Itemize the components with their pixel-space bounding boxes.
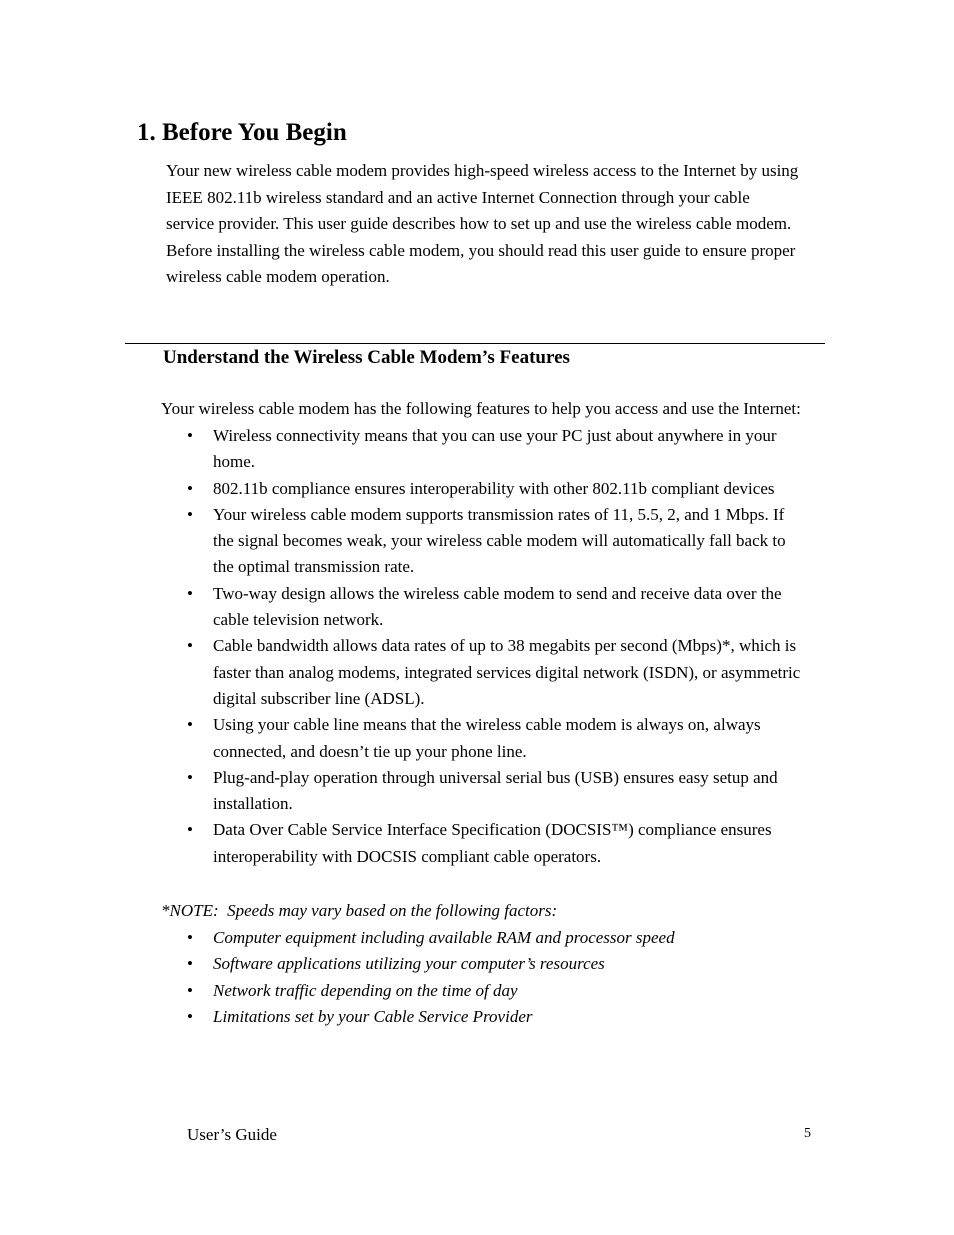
footer-guide-label: User’s Guide xyxy=(187,1125,277,1144)
bullet-icon: • xyxy=(187,478,193,498)
bullet-icon: • xyxy=(187,820,193,840)
bullet-icon: • xyxy=(187,715,193,735)
feature-line: cable television network. xyxy=(213,610,384,630)
feature-item xyxy=(0,502,954,581)
feature-line: digital subscriber line (ADSL). xyxy=(213,688,425,708)
section-title: Understand the Wireless Cable Modem’s Features xyxy=(163,347,570,368)
feature-line: 802.11b compliance ensures interoperability with other 802.11b compliant devices xyxy=(213,478,775,498)
factor-line: Software applications utilizing your computer’s resources xyxy=(213,954,605,974)
feature-item xyxy=(0,633,954,712)
feature-line: Data Over Cable Service Interface Specification (DOCSIS™) compliance ensures xyxy=(213,820,772,840)
section-divider xyxy=(125,343,825,344)
feature-line: the signal becomes weak, your wireless cable modem will automatically fall back to xyxy=(213,531,786,551)
factor-item xyxy=(0,951,954,977)
chapter-title: 1. Before You Begin xyxy=(137,119,347,146)
bullet-icon: • xyxy=(187,928,193,947)
feature-line: Two-way design allows the wireless cable modem to send and receive data over the xyxy=(213,583,782,603)
feature-line: Cable bandwidth allows data rates of up to 38 megabits per second (Mbps)*, which is xyxy=(213,636,797,656)
features-list xyxy=(0,423,954,870)
feature-line: faster than analog modems, integrated services digital network (ISDN), or asymmetric xyxy=(213,662,801,682)
intro-line: IEEE 802.11b wireless standard and an active Internet Connection through your cable xyxy=(166,187,750,207)
factor-line: Network traffic depending on the time of day xyxy=(213,980,518,1000)
bullet-icon: • xyxy=(187,504,193,524)
feature-line: Your wireless cable modem supports transmission rates of 11, 5.5, 2, and 1 Mbps. If xyxy=(213,504,785,524)
speed-note: *NOTE: Speeds may vary based on the following factors: xyxy=(161,901,558,920)
bullet-icon: • xyxy=(187,583,193,603)
feature-item xyxy=(0,423,954,476)
feature-item xyxy=(0,476,954,502)
feature-line: connected, and doesn’t tie up your phone line. xyxy=(213,741,527,761)
feature-item xyxy=(0,581,954,634)
factor-item xyxy=(0,925,954,951)
feature-item xyxy=(0,817,954,870)
intro-line: Your new wireless cable modem provides high-speed wireless access to the Internet by using xyxy=(166,161,799,180)
feature-item xyxy=(0,712,954,765)
bullet-icon: • xyxy=(187,636,193,656)
factors-list xyxy=(0,925,954,1030)
chapter-intro-paragraph xyxy=(166,158,826,291)
bullet-icon: • xyxy=(187,1006,193,1026)
feature-line: the optimal transmission rate. xyxy=(213,557,415,577)
feature-line: Using your cable line means that the wireless cable modem is always on, always xyxy=(213,715,761,735)
intro-line: Before installing the wireless cable modem, you should read this user guide to ensure proper xyxy=(166,240,796,260)
page-number: 5 xyxy=(804,1126,811,1141)
feature-item xyxy=(0,765,954,818)
feature-line: home. xyxy=(213,452,256,472)
factor-item xyxy=(0,1004,954,1030)
bullet-icon: • xyxy=(187,980,193,1000)
bullet-icon: • xyxy=(187,767,193,787)
bullet-icon: • xyxy=(187,426,193,445)
intro-line: service provider. This user guide describes how to set up and use the wireless cable modem. xyxy=(166,214,792,233)
features-intro: Your wireless cable modem has the following features to help you access and use the Internet: xyxy=(161,399,801,418)
factor-item xyxy=(0,978,954,1004)
factor-line: Limitations set by your Cable Service Provider xyxy=(213,1006,533,1026)
bullet-icon: • xyxy=(187,954,193,974)
feature-line: installation. xyxy=(213,794,293,814)
intro-line: wireless cable modem operation. xyxy=(166,267,390,286)
feature-line: Wireless connectivity means that you can use your PC just about anywhere in your xyxy=(213,426,777,445)
feature-line: interoperability with DOCSIS compliant cable operators. xyxy=(213,846,602,866)
feature-line: Plug-and-play operation through universal serial bus (USB) ensures easy setup and xyxy=(213,767,778,787)
factor-line: Computer equipment including available RAM and processor speed xyxy=(213,928,675,947)
